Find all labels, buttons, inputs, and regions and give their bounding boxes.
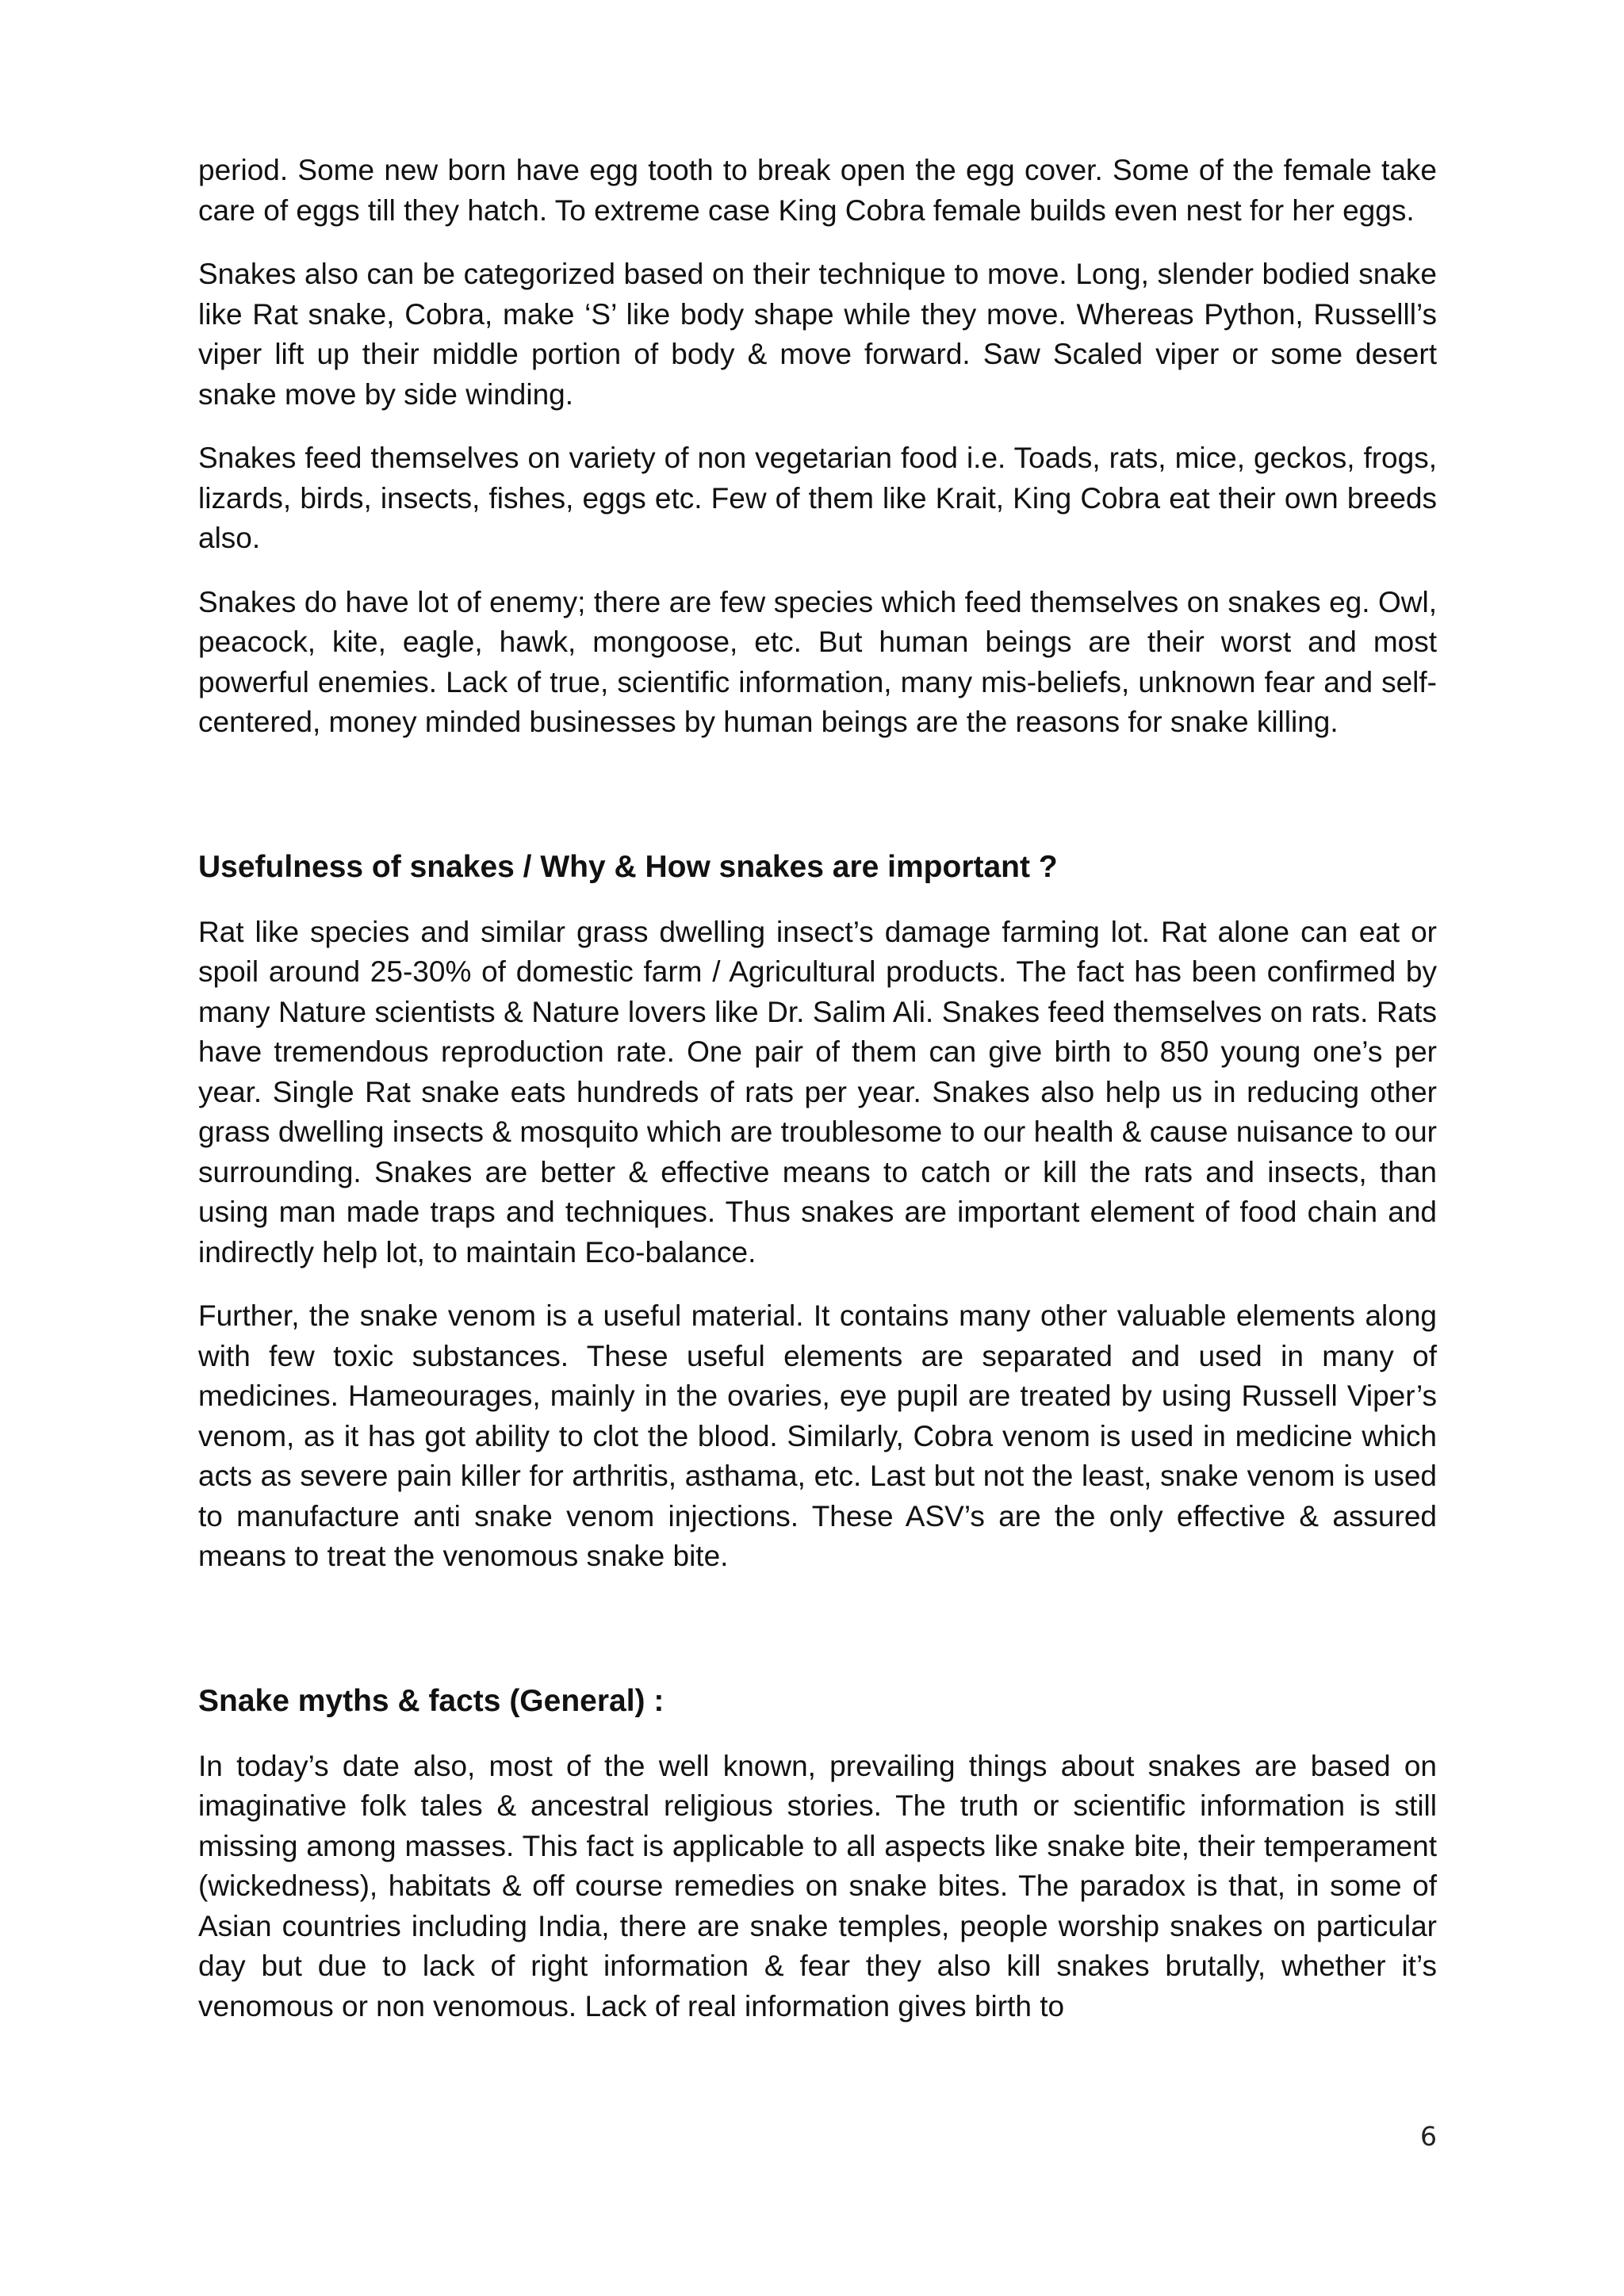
paragraph-rat-control: Rat like species and similar grass dwelling insect’s damage farming lot. Rat alone can eat or spoil around 25-30% of domestic farm / Agricultural products. The fact has been confirmed by many Nature scientists & Nature lovers like Dr. Salim Ali. Snakes feed themselves on rats. Rats have tremendous reproduction rate. One pair of them can give birth to 850 young one’s per year. Single Rat snake eats hundreds of rats per year. Snakes also help us in reducing other grass dwelling insects & mosquito which are troublesome to our health & cause nuisance to our surrounding. Snakes are better & effective means to catch or kill the rats and insects, than using man made traps and techniques. Thus snakes are important element of food chain and indirectly help lot, to maintain Eco-balance. [198,915,1437,1269]
myths-heading: Snake myths & facts (General) : [198,1683,665,1718]
page-number: 6 [1420,2121,1437,2152]
usefulness-heading: Usefulness of snakes / Why & How snakes are important ? [198,849,1058,884]
paragraph-myths: In today’s date also, most of the well known, prevailing things about snakes are based on imaginative folk tales & ancestral religious stories. The truth or scientific information is still missing among masses. This fact is applicable to all aspects like snake bite, their temperament (wickedness), habitats & off course remedies on snake bites. The paradox is that, in some of Asian countries including India, there are snake temples, people worship snakes on particular day but due to lack of right information & fear they also kill snakes brutally, whether it’s venomous or non venomous. Lack of real information gives birth to [198,1749,1437,2022]
document-page [198,151,1437,2050]
paragraph-diet: Snakes feed themselves on variety of non vegetarian food i.e. Toads, rats, mice, geckos, frogs, lizards, birds, insects, fishes, eggs etc. Few of them like Krait, King Cobra eat their own breeds also. [198,442,1437,554]
intro-section [198,151,1437,743]
paragraph-movement: Snakes also can be categorized based on their technique to move. Long, slender bodied snake like Rat snake, Cobra, make ‘S’ like body shape while they move. Whereas Python, Russelll’s viper lift up their middle portion of body & move forward. Saw Scaled viper or some desert snake move by side winding. [198,258,1437,411]
usefulness-section [198,848,1437,1577]
myths-section [198,1682,1437,2027]
paragraph-reproduction: period. Some new born have egg tooth to break open the egg cover. Some of the female take care of eggs till they hatch. To extreme case King Cobra female builds even nest for her eggs. [198,154,1437,227]
paragraph-venom-use: Further, the snake venom is a useful material. It contains many other valuable elements along with few toxic substances. These useful elements are separated and used in many of medicines. Hameourages, mainly in the ovaries, eye pupil are treated by using Russell Viper’s venom, as it has got ability to clot the blood. Similarly, Cobra venom is used in medicine which acts as severe pain killer for arthritis, asthama, etc. Last but not the least, snake venom is used to manufacture anti snake venom injections. These ASV’s are the only effective & assured means to treat the venomous snake bite. [198,1299,1437,1572]
paragraph-enemies: Snakes do have lot of enemy; there are few species which feed themselves on snakes eg. Owl, peacock, kite, eagle, hawk, mongoose, etc. But human beings are their worst and most powerful enemies. Lack of true, scientific information, many mis-beliefs, unknown fear and self-centered, money minded businesses by human beings are the reasons for snake killing. [198,585,1437,738]
